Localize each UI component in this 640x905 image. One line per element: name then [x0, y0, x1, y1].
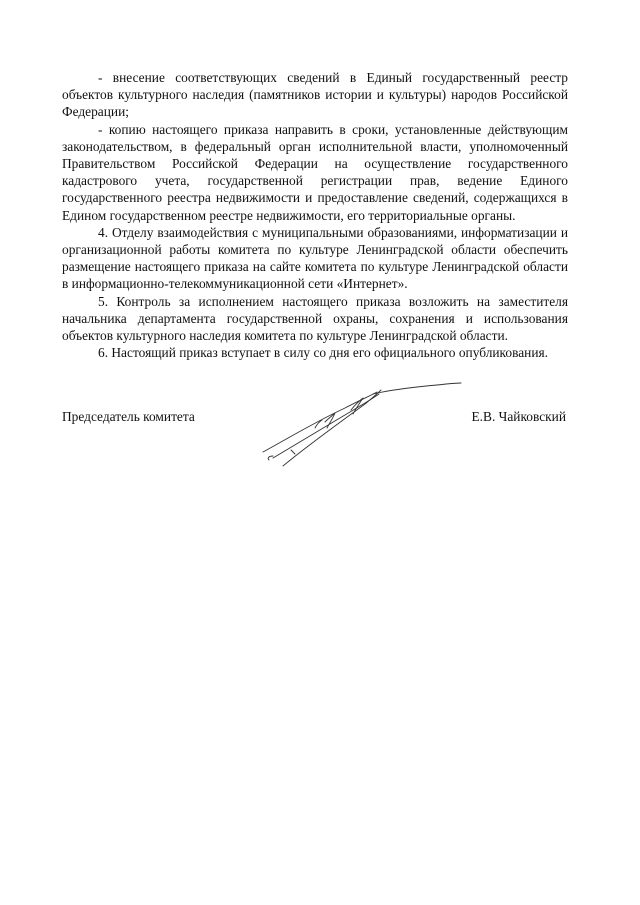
handwritten-signature [255, 380, 470, 470]
signatory-title: Председатель комитета [62, 409, 195, 424]
paragraph-item-4-publication: 4. Отделу взаимодействия с муниципальными образованиями, информатизации и организационной работы комитета по культуре Ленинградской области обеспечить размещение настоящего приказа на сайте комитета по культуре Ленинградской области в информационно-телекоммуникационной сети «Интернет». [62, 224, 568, 292]
paragraph-registry-entry: - внесение соответствующих сведений в Единый государственный реестр объектов культурного наследия (памятников истории и культуры) народов Российской Федерации; [62, 70, 568, 120]
paragraph-copy-to-cadastre: - копию настоящего приказа направить в сроки, установленные действующим законодательством, в федеральный орган исполнительной власти, уполномоченный Правительством Российской Федерации на осуществление государственного кадастрового учета, государственной регистрации прав, ведение Единого государственного реестра недвижимости и предоставление сведений, содержащихся в Едином государственном реестре недвижимости, его территориальные органы. [62, 121, 568, 223]
signatory-name: Е.В. Чайковский [471, 409, 566, 424]
document-body [62, 69, 568, 361]
paragraph-item-6-effective: 6. Настоящий приказ вступает в силу со дня его официального опубликования. [98, 345, 548, 361]
paragraph-item-5-control: 5. Контроль за исполнением настоящего приказа возложить на заместителя начальника департамента государственной охраны, сохранения и использования объектов культурного наследия комитета по культуре Ленинградской области. [62, 293, 568, 344]
